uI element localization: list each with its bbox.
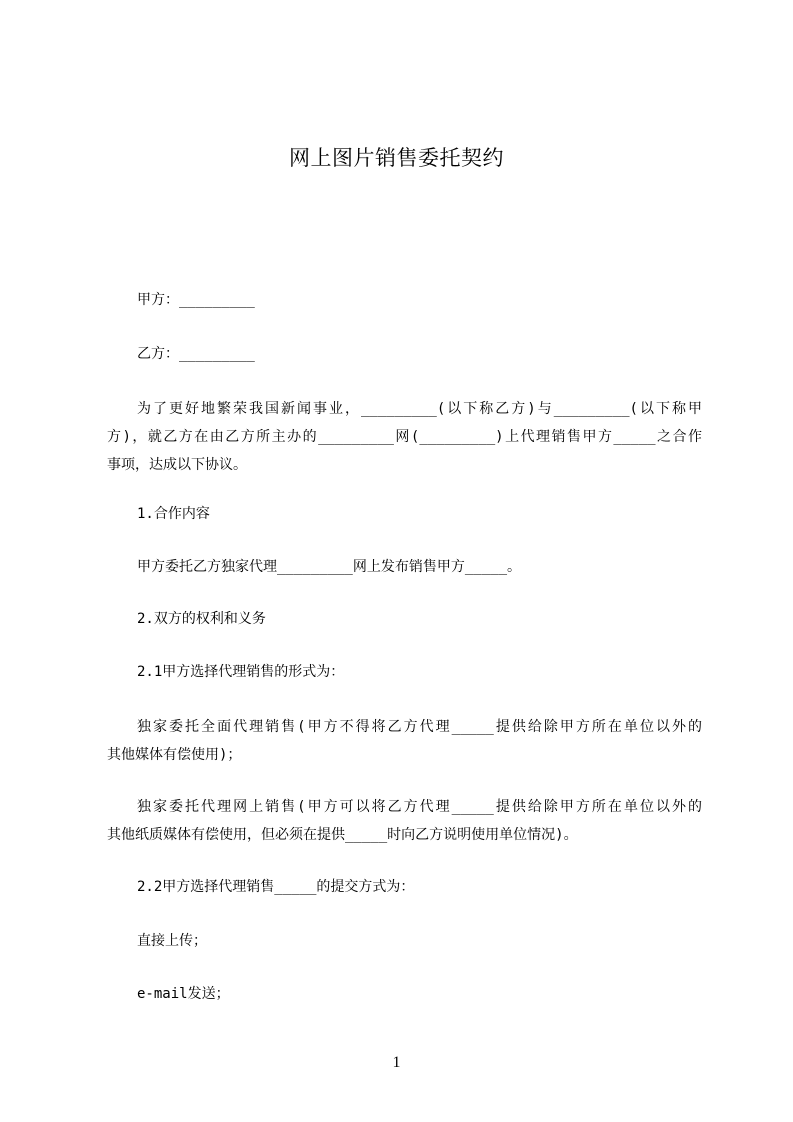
option-2-line-1: 独家委托代理网上销售(甲方可以将乙方代理_____提供给除甲方所在单位以外的	[137, 799, 702, 815]
intro-paragraph-line-2: 方)，就乙方在由乙方所主办的_________网(_________)上代理销售甲方_____之合作	[107, 429, 702, 445]
section-1-content: 甲方委托乙方独家代理_________网上发布销售甲方_____。	[137, 559, 522, 575]
page-number: 1	[392, 1054, 401, 1071]
option-1-line-1: 独家委托全面代理销售(甲方不得将乙方代理_____提供给除甲方所在单位以外的	[137, 719, 702, 735]
party-a-line: 甲方：_________	[137, 292, 255, 308]
section-2-2-heading: 2.2甲方选择代理销售_____的提交方式为：	[137, 879, 415, 895]
intro-paragraph-line-1: 为了更好地繁荣我国新闻事业，_________(以下称乙方)与_________(以下称甲	[137, 401, 702, 417]
intro-paragraph-line-3: 事项，达成以下协议。	[107, 457, 247, 473]
submit-method-email: e-mail发送；	[137, 986, 230, 1002]
section-2-heading: 2.双方的权利和义务	[137, 611, 266, 627]
party-b-line: 乙方：_________	[137, 346, 255, 362]
section-2-1-heading: 2.1甲方选择代理销售的形式为：	[137, 664, 345, 680]
option-2-line-2: 其他纸质媒体有偿使用，但必须在提供_____时向乙方说明使用单位情况)。	[107, 827, 578, 843]
submit-method-upload: 直接上传；	[137, 933, 207, 949]
page-title: 网上图片销售委托契约	[289, 146, 504, 170]
option-1-line-2: 其他媒体有偿使用)；	[107, 747, 242, 763]
section-1-heading: 1.合作内容	[137, 506, 210, 522]
